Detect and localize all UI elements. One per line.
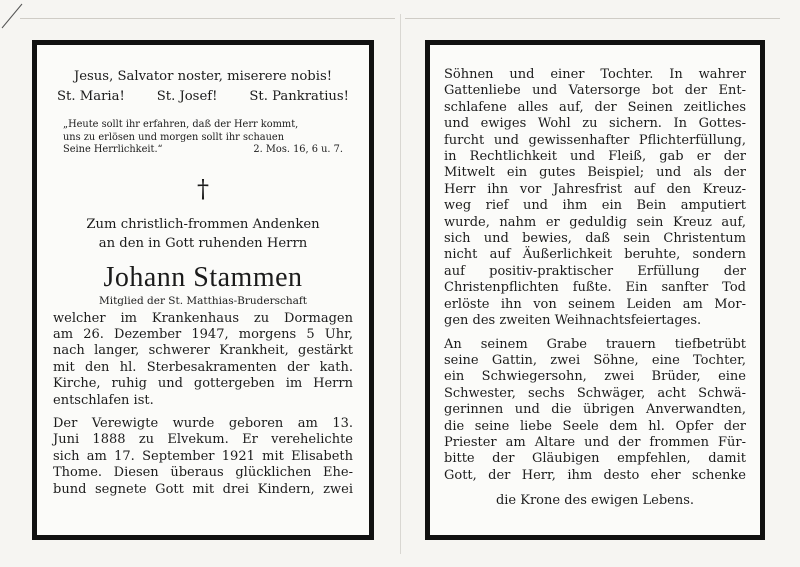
text-line: schlafene alles auf, der Seinen zeitliches [444, 99, 746, 115]
scripture-quote [63, 119, 343, 157]
quote-line: uns zu erlösen und morgen sollt ihr schauen [63, 131, 285, 143]
text-line: wurde, nahm er geduldig sein Kreuz auf, [444, 214, 746, 230]
text-line: Gott, der Herr, ihm desto eher schenke [444, 467, 746, 483]
text-line: auf positiv-praktischer Erfüllung der [444, 263, 746, 279]
text-line: nicht auf Äußerlichkeit beruhte, sondern [444, 247, 746, 263]
card-fold-crease [400, 14, 401, 554]
quote-line: Seine Herrlichkeit.“ [63, 144, 163, 155]
text-line: erlöste ihn von seinem Leiden am Mor- [444, 296, 746, 312]
memorial-line: Zum christlich-frommen Andenken [86, 216, 320, 232]
text-line: sich und bewies, daß sein Christentum [444, 231, 746, 247]
text-line: bitte der Gläubigen empfehlen, damit [444, 451, 746, 467]
right-card-panel [425, 40, 765, 540]
text-line: Kirche, ruhig und gottergeben im Herrn [53, 376, 353, 392]
deceased-name: Johann Stammen [103, 261, 303, 293]
biography-paragraph-1 [53, 311, 353, 409]
text-line: Christenpflichten fußte. Ein sanfter Tod [444, 280, 746, 296]
text-line: am 26. Dezember 1947, morgens 5 Uhr, [53, 326, 353, 342]
quote-last-line [63, 144, 343, 157]
text-line: Gattenliebe und Vatersorge bot der Ent- [444, 83, 746, 99]
scripture-reference: 2. Mos. 16, 6 u. 7. [253, 144, 343, 155]
text-line: Söhnen und einer Tochter. In wahrer [444, 67, 746, 82]
text-line: die seine liebe Seele dem hl. Opfer der [444, 418, 746, 434]
text-line: gen des zweiten Weihnachtsfeiertages. [444, 313, 702, 329]
text-line: sich am 17. September 1921 mit Elisabeth [53, 448, 353, 464]
text-line: gerinnen und die übrigen Anverwandten, [444, 402, 746, 418]
text-line: Thome. Diesen überaus glücklichen Ehe- [53, 465, 353, 481]
memorial-line: an den in Gott ruhenden Herrn [98, 236, 308, 251]
torn-corner-mark [0, 0, 28, 30]
text-line: Mitwelt ein gutes Beispiel; und als der [444, 165, 746, 181]
fold-edge-right [405, 18, 780, 19]
invocation-line: Jesus, Salvator noster, miserere nobis! [73, 69, 333, 84]
text-line: in Rechtlichkeit und Fleiß, gab er der [444, 149, 746, 165]
saint-josef: St. Josef! [156, 89, 218, 104]
saint-pankratius: St. Pankratius! [249, 89, 349, 104]
fold-edge-left [20, 18, 395, 19]
saint-maria: St. Maria! [57, 89, 125, 104]
text-line: Der Verewigte wurde geboren am 13. [53, 415, 353, 431]
quote-line: „Heute sollt ihr erfahren, daß der Herr kommt, [63, 119, 299, 130]
left-card-panel [32, 40, 374, 540]
text-line: ein Schwiegersohn, zwei Brüder, eine [444, 369, 746, 385]
text-line: mit den hl. Sterbesakramenten der kath. [53, 359, 353, 375]
text-line: bund segnete Gott mit drei Kindern, zwei [53, 481, 353, 497]
mourners-paragraph [444, 337, 746, 485]
text-line: welcher im Krankenhaus zu Dormagen [53, 310, 353, 326]
biography-paragraph-3 [444, 67, 746, 330]
text-line: Schwester, sechs Schwäger, acht Schwä- [444, 385, 746, 401]
text-line: entschlafen ist. [53, 392, 154, 408]
memorial-text [53, 215, 353, 254]
biography-paragraph-2 [53, 416, 353, 498]
text-line: Priester am Altare und der frommen Für- [444, 434, 746, 450]
text-line: und ewiges Wohl zu sichern. In Gottes- [444, 116, 746, 132]
text-line: nach langer, schwerer Krankheit, gestärkt [53, 343, 353, 359]
saints-line [53, 87, 353, 107]
cross-icon: † [197, 174, 209, 203]
text-line: Herr ihn vor Jahresfrist auf den Kreuz- [444, 181, 746, 197]
text-line: Juni 1888 zu Elvekum. Er verehelichte [53, 432, 353, 448]
membership-line: Mitglied der St. Matthias-Bruderschaft [98, 294, 308, 307]
text-line: weg rief und ihm ein Bein amputiert [444, 198, 746, 214]
text-line: An seinem Grabe trauern tiefbetrübt [444, 336, 746, 352]
text-line: seine Gattin, zwei Söhne, eine Tochter, [444, 352, 746, 368]
text-line: furcht und gewissenhafter Pflichterfüllung, [444, 132, 746, 148]
closing-line: die Krone des ewigen Lebens. [495, 493, 695, 509]
